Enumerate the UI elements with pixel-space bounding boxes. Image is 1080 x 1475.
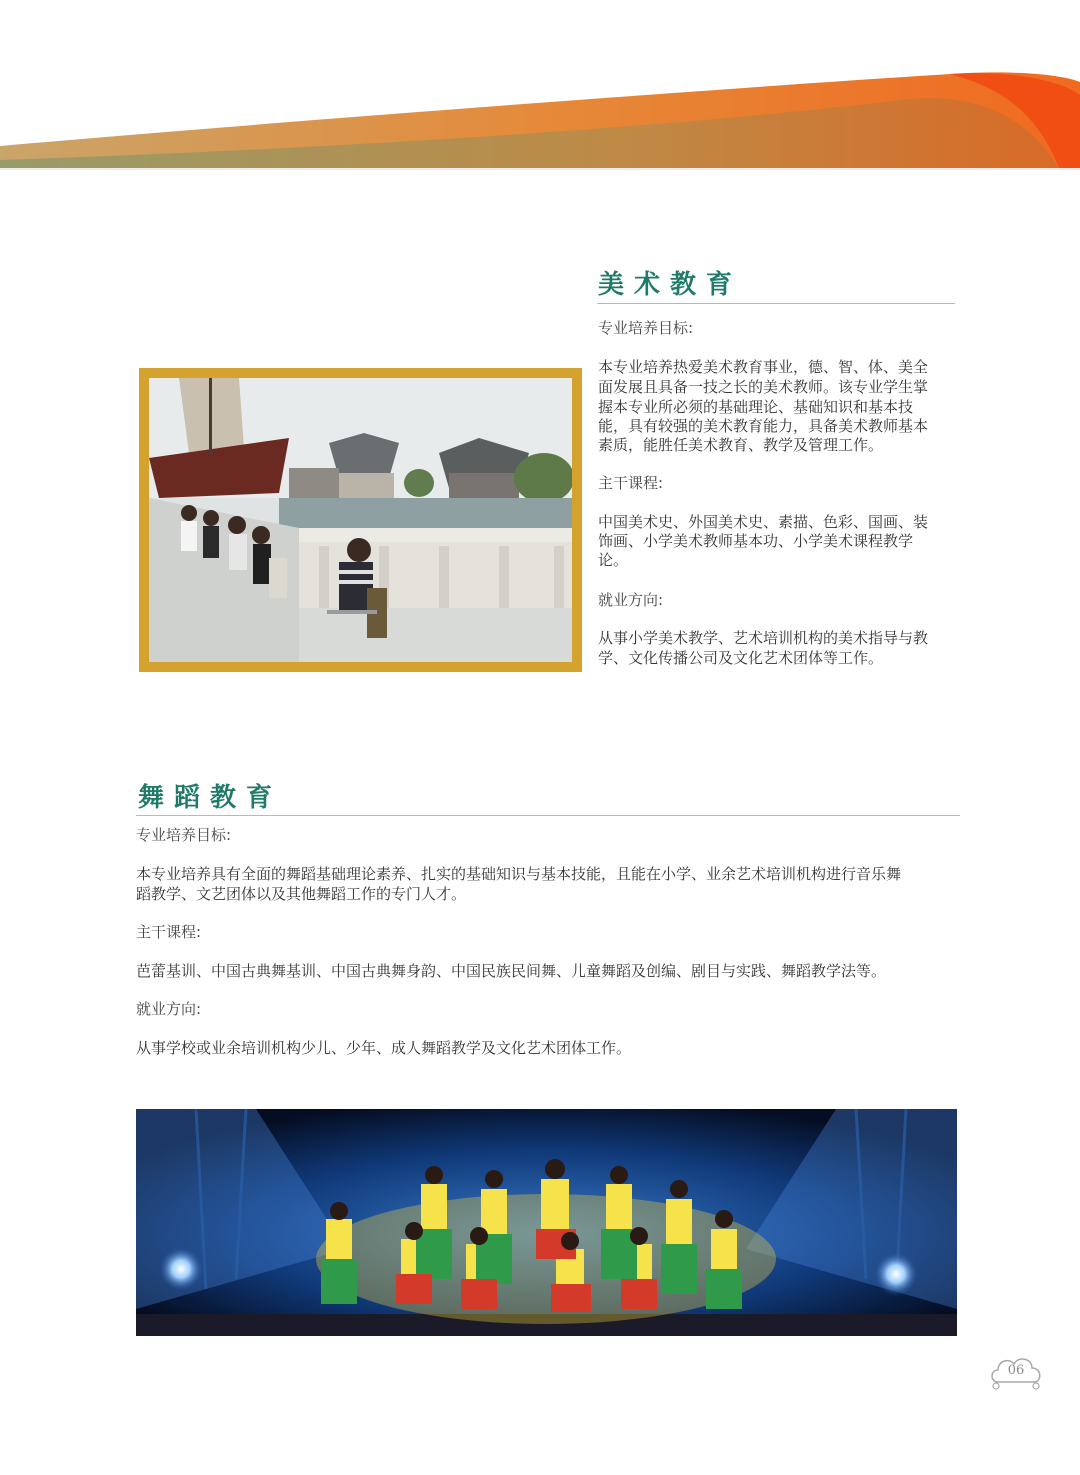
art-goal-label: 专业培养目标: <box>598 319 694 337</box>
art-career-line: 学、文化传播公司及文化艺术团体等工作。 <box>598 649 884 667</box>
art-courses-line: 中国美术史、外国美术史、素描、色彩、国画、装 <box>598 513 929 531</box>
dance-courses-label: 主干课程: <box>136 923 202 941</box>
art-career-line: 从事小学美术教学、艺术培训机构的美术指导与教 <box>598 629 929 647</box>
art-courses-line: 饰画、小学美术教师基本功、小学美术课程教学 <box>598 532 914 550</box>
page-number-badge <box>988 1352 1044 1392</box>
dance-goal-line: 本专业培养具有全面的舞蹈基础理论素养、扎实的基础知识与基本技能，且能在小学、业余艺术培训机构进行音乐舞 <box>136 865 902 883</box>
art-goal-line: 握本专业所必须的基础理论、基础知识和基本技 <box>598 398 914 416</box>
dance-title-rule <box>136 815 960 816</box>
art-sketching-photo <box>149 378 572 662</box>
art-title-rule <box>597 303 955 304</box>
art-goal-line: 本专业培养热爱美术教育事业，德、智、体、美全 <box>598 358 929 376</box>
dance-courses-text: 芭蕾基训、中国古典舞基训、中国古典舞身韵、中国民族民间舞、儿童舞蹈及创编、剧目与实践、舞蹈教学法等。 <box>136 962 887 980</box>
dance-section-title: 舞蹈教育 <box>138 783 283 813</box>
art-goal-line: 素质，能胜任美术教育、教学及管理工作。 <box>598 436 884 454</box>
dance-goal-line: 蹈教学、文艺团体以及其他舞蹈工作的专门人才。 <box>136 885 467 903</box>
page-number: 06 <box>1007 1363 1025 1378</box>
art-section-title: 美术教育 <box>598 270 743 300</box>
art-courses-label: 主干课程: <box>598 474 664 492</box>
dance-career-label: 就业方向: <box>136 1000 202 1018</box>
art-career-label: 就业方向: <box>598 591 664 609</box>
art-goal-line: 面发展且具备一技之长的美术教师。该专业学生掌 <box>598 378 929 396</box>
dance-performance-photo <box>136 1109 957 1336</box>
art-courses-line: 论。 <box>598 551 629 569</box>
header-banner <box>0 0 1080 175</box>
art-photo-frame <box>139 368 582 672</box>
art-goal-line: 能，具有较强的美术教育能力，具备美术教师基本 <box>598 417 929 435</box>
dance-photo-frame <box>136 1109 957 1336</box>
dance-goal-label: 专业培养目标: <box>136 826 232 844</box>
dance-career-text: 从事学校或业余培训机构少儿、少年、成人舞蹈教学及文化艺术团体工作。 <box>136 1039 632 1057</box>
